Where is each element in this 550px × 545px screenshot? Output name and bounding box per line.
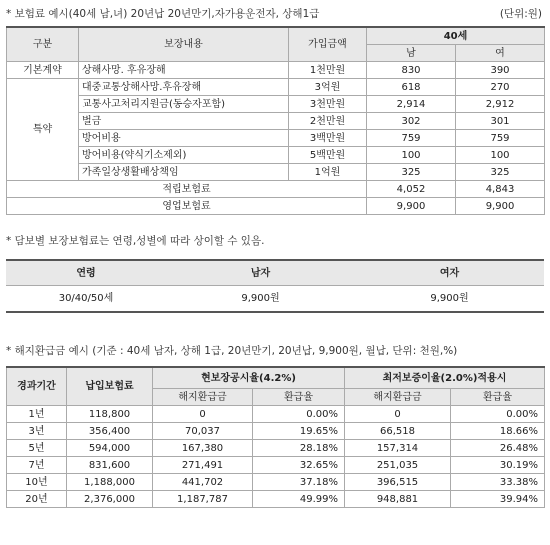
reserve-male: 4,052 (367, 181, 456, 198)
table-row (7, 406, 545, 423)
min-rate: 0.00% (451, 406, 545, 423)
premium-female: 390 (456, 62, 545, 79)
reserve-premium-label: 적립보험료 (7, 181, 367, 198)
min-refund: 948,881 (345, 491, 451, 508)
business-premium-label: 영업보험료 (7, 198, 367, 215)
header-male: 남자 (166, 260, 355, 286)
unit-label: (단위:원) (499, 8, 542, 20)
refund-table (6, 366, 545, 508)
current-rate: 49.99% (253, 491, 345, 508)
current-rate: 37.18% (253, 474, 345, 491)
premium-male: 100 (367, 147, 456, 164)
period: 1년 (7, 406, 67, 423)
coverage-content: 방어비용 (79, 130, 289, 147)
table-row (7, 423, 545, 440)
header-male: 남 (367, 45, 456, 62)
paid-premium: 831,600 (67, 457, 153, 474)
min-refund: 157,314 (345, 440, 451, 457)
header-cur-rate: 환급율 (253, 389, 345, 406)
premium-variation-note: * 담보별 보장보험료는 연령,성별에 따라 상이할 수 있음. (6, 235, 265, 247)
premium-table (6, 26, 545, 215)
coverage-content: 벌금 (79, 113, 289, 130)
min-refund: 0 (345, 406, 451, 423)
min-refund: 396,515 (345, 474, 451, 491)
header-cur-refund: 해지환급금 (153, 389, 253, 406)
coverage-content: 가족일상생활배상책임 (79, 164, 289, 181)
coverage-content: 대중교통상해사망.후유장해 (79, 79, 289, 96)
header-amount: 가입금액 (289, 27, 367, 62)
premium-male: 618 (367, 79, 456, 96)
table-row (7, 130, 545, 147)
premium-male: 759 (367, 130, 456, 147)
coverage-content: 상해사망. 후유장해 (79, 62, 289, 79)
table-row (7, 147, 545, 164)
coverage-amount: 1천만원 (289, 62, 367, 79)
period: 3년 (7, 423, 67, 440)
table-row (7, 62, 545, 79)
period: 5년 (7, 440, 67, 457)
table-row (7, 440, 545, 457)
table-row (7, 79, 545, 96)
header-female: 여자 (355, 260, 544, 286)
table-row (7, 96, 545, 113)
table-row (7, 474, 545, 491)
current-refund: 1,187,787 (153, 491, 253, 508)
paid-premium: 2,376,000 (67, 491, 153, 508)
current-refund: 0 (153, 406, 253, 423)
premium-male: 2,914 (367, 96, 456, 113)
premium-female: 100 (456, 147, 545, 164)
header-age: 연령 (6, 260, 166, 286)
premium-female: 270 (456, 79, 545, 96)
premium-male: 9,900원 (241, 293, 280, 304)
min-refund: 66,518 (345, 423, 451, 440)
period: 10년 (7, 474, 67, 491)
age-range: 30/40/50세 (58, 293, 114, 304)
header-female: 여 (456, 45, 545, 62)
coverage-amount: 3억원 (289, 79, 367, 96)
reserve-female: 4,843 (456, 181, 545, 198)
min-rate: 26.48% (451, 440, 545, 457)
current-rate: 0.00% (253, 406, 345, 423)
current-refund: 70,037 (153, 423, 253, 440)
coverage-content: 교통사고처리지원금(동승자포함) (79, 96, 289, 113)
period: 7년 (7, 457, 67, 474)
premium-female: 759 (456, 130, 545, 147)
premium-male: 830 (367, 62, 456, 79)
premium-male: 325 (367, 164, 456, 181)
current-refund: 441,702 (153, 474, 253, 491)
header-min-refund: 해지환급금 (345, 389, 451, 406)
coverage-amount: 3백만원 (289, 130, 367, 147)
table-row (7, 198, 545, 215)
coverage-amount: 5백만원 (289, 147, 367, 164)
premium-example-note: * 보험료 예시(40세 남,녀) 20년납 20년만기,자가용운전자, 상해1급 (6, 8, 320, 20)
refund-example-note: * 해지환급금 예시 (기준 : 40세 남자, 상해 1급, 20년만기, 20년납, 9,900원, 월납, 단위: 천원,%) (6, 345, 458, 357)
coverage-amount: 1억원 (289, 164, 367, 181)
premium-female: 9,900원 (430, 293, 469, 304)
table-row (7, 457, 545, 474)
table-row (6, 286, 544, 313)
min-rate: 33.38% (451, 474, 545, 491)
coverage-content: 방어비용(약식기소제외) (79, 147, 289, 164)
header-gubun: 구분 (7, 27, 79, 62)
rider-label: 특약 (7, 79, 79, 181)
paid-premium: 594,000 (67, 440, 153, 457)
min-rate: 39.94% (451, 491, 545, 508)
premium-female: 325 (456, 164, 545, 181)
header-paid: 납입보험료 (67, 367, 153, 406)
header-period: 경과기간 (7, 367, 67, 406)
table-row (7, 181, 545, 198)
current-rate: 28.18% (253, 440, 345, 457)
business-male: 9,900 (367, 198, 456, 215)
table-row (7, 164, 545, 181)
period: 20년 (7, 491, 67, 508)
premium-female: 301 (456, 113, 545, 130)
min-refund: 251,035 (345, 457, 451, 474)
header-min-rate: 환급율 (451, 389, 545, 406)
paid-premium: 1,188,000 (67, 474, 153, 491)
current-refund: 167,380 (153, 440, 253, 457)
paid-premium: 356,400 (67, 423, 153, 440)
age-premium-table (6, 259, 544, 313)
premium-female: 2,912 (456, 96, 545, 113)
basic-contract-label: 기본계약 (7, 62, 79, 79)
table-row (7, 113, 545, 130)
current-rate: 19.65% (253, 423, 345, 440)
header-content: 보장내용 (79, 27, 289, 62)
min-rate: 30.19% (451, 457, 545, 474)
coverage-amount: 2천만원 (289, 113, 367, 130)
paid-premium: 118,800 (67, 406, 153, 423)
current-refund: 271,491 (153, 457, 253, 474)
header-current-rate: 현보장공시율(4.2%) (153, 367, 345, 389)
min-rate: 18.66% (451, 423, 545, 440)
coverage-amount: 3천만원 (289, 96, 367, 113)
header-age: 40세 (367, 27, 545, 45)
header-min-rate: 최저보증이율(2.0%)적용시 (345, 367, 545, 389)
premium-male: 302 (367, 113, 456, 130)
business-female: 9,900 (456, 198, 545, 215)
table-row (7, 491, 545, 508)
current-rate: 32.65% (253, 457, 345, 474)
